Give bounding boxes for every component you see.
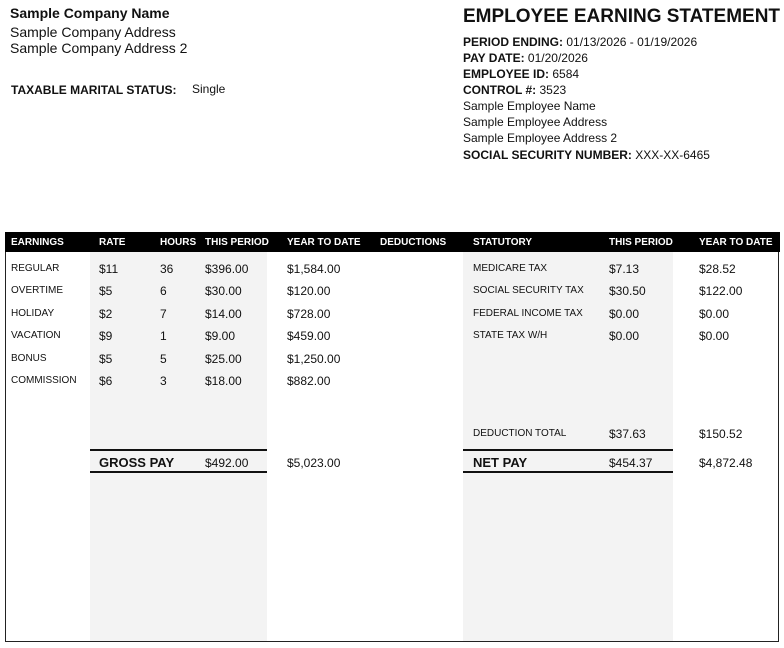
- earning-name: VACATION: [11, 330, 61, 341]
- statutory-name: FEDERAL INCOME TAX: [473, 308, 583, 319]
- earning-ytd: $1,584.00: [287, 262, 341, 276]
- earning-ytd: $120.00: [287, 284, 331, 298]
- earning-name: OVERTIME: [11, 285, 64, 296]
- gross-pay-period: $492.00: [205, 456, 249, 470]
- statutory-ytd: $0.00: [699, 307, 730, 321]
- earning-hours: 3: [160, 374, 167, 388]
- employee-address-2: Sample Employee Address 2: [463, 131, 618, 145]
- net-rule-top: [463, 449, 673, 451]
- gross-pay-ytd: $5,023.00: [287, 456, 341, 470]
- statutory-name: STATE TAX W/H: [473, 330, 548, 341]
- pay-date: PAY DATE: 01/20/2026: [463, 51, 588, 65]
- employee-name: Sample Employee Name: [463, 99, 596, 113]
- earning-this-period: $25.00: [205, 352, 242, 366]
- column-header: HOURS: [160, 237, 197, 248]
- earning-hours: 5: [160, 352, 167, 366]
- statutory-this-period: $30.50: [609, 284, 646, 298]
- earning-this-period: $396.00: [205, 262, 249, 276]
- control-number: CONTROL #: 3523: [463, 83, 567, 97]
- column-header: RATE: [99, 237, 126, 248]
- company-address-2: Sample Company Address 2: [10, 40, 188, 56]
- earning-name: BONUS: [11, 353, 47, 364]
- earning-this-period: $18.00: [205, 374, 242, 388]
- earning-ytd: $1,250.00: [287, 352, 341, 366]
- earning-ytd: $459.00: [287, 329, 331, 343]
- period-ending: PERIOD ENDING: 01/13/2026 - 01/19/2026: [463, 35, 698, 49]
- company-name: Sample Company Name: [10, 5, 170, 21]
- deduction-total-label: DEDUCTION TOTAL: [473, 428, 567, 439]
- earning-rate: $9: [99, 329, 113, 343]
- column-header: EARNINGS: [11, 237, 64, 248]
- column-header: STATUTORY: [473, 237, 533, 248]
- column-header: DEDUCTIONS: [380, 237, 447, 248]
- employee-id: EMPLOYEE ID: 6584: [463, 67, 580, 81]
- statutory-this-period: $7.13: [609, 262, 640, 276]
- company-address-1: Sample Company Address: [10, 24, 176, 40]
- statutory-ytd: $0.00: [699, 329, 730, 343]
- earning-hours: 1: [160, 329, 167, 343]
- deduction-total-period: $37.63: [609, 427, 646, 441]
- earning-name: COMMISSION: [11, 375, 77, 386]
- statutory-ytd: $122.00: [699, 284, 743, 298]
- earning-this-period: $30.00: [205, 284, 242, 298]
- earning-name: HOLIDAY: [11, 308, 55, 319]
- statutory-this-period: $0.00: [609, 307, 640, 321]
- gross-pay-label: GROSS PAY: [99, 455, 175, 470]
- employee-address-1: Sample Employee Address: [463, 115, 608, 129]
- earnings-table: [5, 232, 779, 642]
- net-pay-label: NET PAY: [473, 455, 528, 470]
- deduction-total-ytd: $150.52: [699, 427, 743, 441]
- earning-ytd: $728.00: [287, 307, 331, 321]
- earning-hours: 6: [160, 284, 167, 298]
- statement-title: EMPLOYEE EARNING STATEMENT: [463, 6, 781, 27]
- statutory-this-period: $0.00: [609, 329, 640, 343]
- earning-this-period: $14.00: [205, 307, 242, 321]
- column-header: THIS PERIOD: [609, 237, 673, 248]
- marital-status-value: Single: [192, 82, 226, 96]
- earning-hours: 7: [160, 307, 167, 321]
- column-header: YEAR TO DATE: [699, 237, 773, 248]
- table-header: [5, 232, 780, 252]
- ssn: SOCIAL SECURITY NUMBER: XXX-XX-6465: [463, 148, 710, 162]
- earning-rate: $11: [99, 262, 119, 276]
- column-header: YEAR TO DATE: [287, 237, 361, 248]
- marital-status-label: TAXABLE MARITAL STATUS:: [11, 83, 177, 97]
- earning-rate: $5: [99, 352, 113, 366]
- gross-rule-bottom: [90, 471, 267, 473]
- statutory-ytd: $28.52: [699, 262, 736, 276]
- net-pay-ytd: $4,872.48: [699, 456, 753, 470]
- net-pay-period: $454.37: [609, 456, 653, 470]
- gross-rule-top: [90, 449, 267, 451]
- earning-rate: $2: [99, 307, 113, 321]
- statutory-name: MEDICARE TAX: [473, 263, 548, 274]
- earning-rate: $5: [99, 284, 113, 298]
- earning-rate: $6: [99, 374, 113, 388]
- column-header: THIS PERIOD: [205, 237, 269, 248]
- statutory-name: SOCIAL SECURITY TAX: [473, 285, 584, 296]
- earning-hours: 36: [160, 262, 174, 276]
- earning-name: REGULAR: [11, 263, 60, 274]
- net-rule-bottom: [463, 471, 673, 473]
- earning-this-period: $9.00: [205, 329, 236, 343]
- earning-ytd: $882.00: [287, 374, 331, 388]
